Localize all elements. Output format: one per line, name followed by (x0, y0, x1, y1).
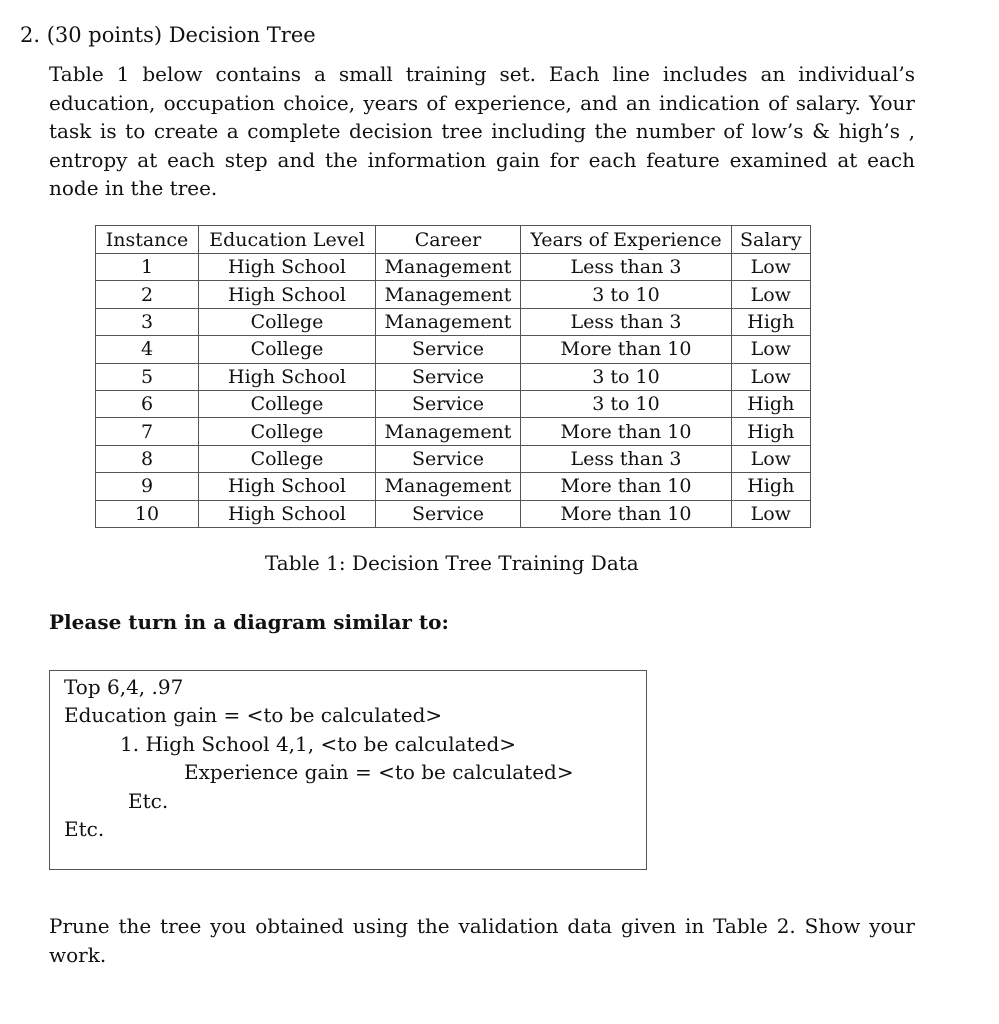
cell-experience: More than 10 (521, 473, 732, 500)
cell-education: College (199, 390, 376, 417)
cell-education: High School (199, 473, 376, 500)
table-row (96, 254, 811, 281)
cell-salary: Low (732, 363, 811, 390)
cell-salary: Low (732, 500, 811, 527)
cell-salary: High (732, 308, 811, 335)
header-salary: Salary (732, 226, 811, 254)
training-data-table (95, 225, 811, 528)
cell-salary: High (732, 473, 811, 500)
table-row (96, 473, 811, 500)
cell-career: Service (376, 363, 521, 390)
cell-salary: Low (732, 281, 811, 308)
example-experience-gain-line: Experience gain = <to be calculated> (184, 760, 574, 784)
cell-career: Management (376, 254, 521, 281)
cell-education: College (199, 308, 376, 335)
cell-instance: 5 (96, 363, 199, 390)
cell-salary: High (732, 390, 811, 417)
cell-career: Service (376, 390, 521, 417)
cell-experience: More than 10 (521, 418, 732, 445)
cell-career: Service (376, 445, 521, 472)
cell-experience: Less than 3 (521, 308, 732, 335)
example-root-line: Top 6,4, .97 (64, 675, 184, 699)
table-row (96, 390, 811, 417)
cell-career: Management (376, 281, 521, 308)
question-intro: Table 1 below contains a small training set. Each line includes an individual’s education, occupation choice, years of experience, and an indication of salary. Your task is to create a complete decision tree including the number of low’s & high’s , entropy at each step and the information gain for each feature examined at each node in the tree. (49, 62, 915, 200)
cell-education: College (199, 445, 376, 472)
table-row (96, 308, 811, 335)
header-instance: Instance (96, 226, 199, 254)
header-years-of-experience: Years of Experience (521, 226, 732, 254)
cell-career: Management (376, 418, 521, 445)
cell-salary: Low (732, 336, 811, 363)
cell-education: College (199, 418, 376, 445)
cell-education: High School (199, 500, 376, 527)
cell-experience: Less than 3 (521, 445, 732, 472)
cell-instance: 2 (96, 281, 199, 308)
table-row (96, 445, 811, 472)
example-etc-inner: Etc. (128, 789, 169, 813)
table-row (96, 363, 811, 390)
cell-instance: 3 (96, 308, 199, 335)
table-row (96, 336, 811, 363)
cell-instance: 9 (96, 473, 199, 500)
table-caption: Table 1: Decision Tree Training Data (265, 551, 639, 575)
cell-experience: Less than 3 (521, 254, 732, 281)
prune-instruction: Prune the tree you obtained using the validation data given in Table 2. Show your work. (49, 914, 915, 967)
cell-salary: High (732, 418, 811, 445)
table-row (96, 500, 811, 527)
diagram-instruction: Please turn in a diagram similar to: (49, 610, 449, 634)
cell-career: Management (376, 308, 521, 335)
cell-experience: More than 10 (521, 500, 732, 527)
cell-education: High School (199, 363, 376, 390)
cell-experience: 3 to 10 (521, 363, 732, 390)
question-heading: 2. (30 points) Decision Tree (20, 23, 316, 47)
cell-experience: 3 to 10 (521, 390, 732, 417)
example-diagram-box (49, 670, 647, 870)
cell-experience: More than 10 (521, 336, 732, 363)
header-education-level: Education Level (199, 226, 376, 254)
cell-education: College (199, 336, 376, 363)
cell-instance: 10 (96, 500, 199, 527)
cell-instance: 7 (96, 418, 199, 445)
example-etc-outer: Etc. (64, 817, 105, 841)
cell-salary: Low (732, 254, 811, 281)
cell-instance: 4 (96, 336, 199, 363)
cell-instance: 6 (96, 390, 199, 417)
cell-experience: 3 to 10 (521, 281, 732, 308)
cell-instance: 8 (96, 445, 199, 472)
cell-career: Management (376, 473, 521, 500)
example-education-gain-line: Education gain = <to be calculated> (64, 703, 443, 727)
cell-career: Service (376, 500, 521, 527)
cell-education: High School (199, 281, 376, 308)
cell-salary: Low (732, 445, 811, 472)
table-header-row (96, 226, 811, 254)
header-career: Career (376, 226, 521, 254)
cell-career: Service (376, 336, 521, 363)
cell-instance: 1 (96, 254, 199, 281)
cell-education: High School (199, 254, 376, 281)
table-row (96, 418, 811, 445)
table-row (96, 281, 811, 308)
example-high-school-line: 1. High School 4,1, <to be calculated> (120, 732, 517, 756)
